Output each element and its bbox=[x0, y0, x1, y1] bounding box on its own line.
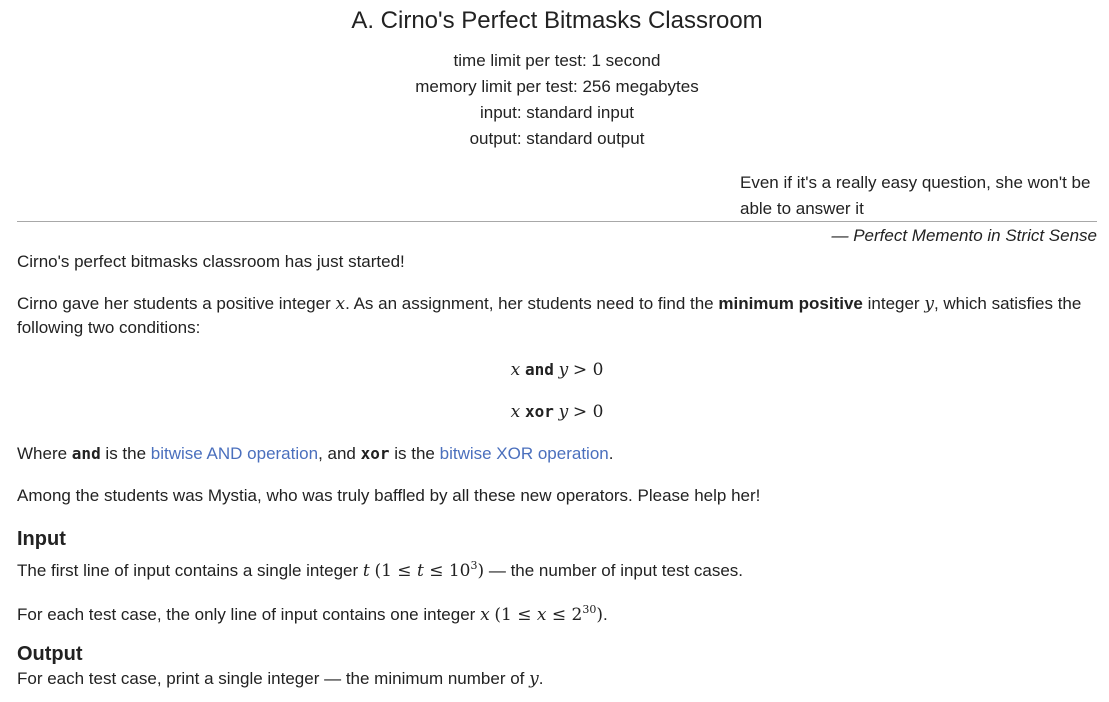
condition-and: x and y > 0 bbox=[510, 360, 604, 380]
statement-assignment: Cirno gave her students a positive integer x. As an assignment, her students need to find the minimum positive integer y, which satisfies the following two conditions: bbox=[17, 294, 1082, 337]
bitwise-and-link[interactable]: bitwise AND operation bbox=[150, 444, 319, 463]
problem-title: A. Cirno's Perfect Bitmasks Classroom bbox=[351, 7, 763, 34]
header-divider bbox=[17, 221, 1097, 222]
output-line-1: For each test case, print a single integer — the minimum number of y. bbox=[17, 669, 544, 689]
emphasis-minimum-positive: minimum positive bbox=[718, 294, 863, 313]
output-spec: output: standard output bbox=[469, 129, 645, 148]
input-spec: input: standard input bbox=[479, 103, 635, 122]
output-heading: Output bbox=[17, 643, 83, 665]
var-x: x bbox=[335, 294, 346, 314]
condition-xor: x xor y > 0 bbox=[510, 402, 604, 422]
bitwise-xor-link[interactable]: bitwise XOR operation bbox=[439, 444, 609, 463]
memory-limit: memory limit per test: 256 megabytes bbox=[415, 77, 699, 96]
time-limit: time limit per test: 1 second bbox=[453, 51, 661, 70]
input-line-1: The first line of input contains a single integer t $(1 \le t \le 10^3)$ — the number of input test cases. bbox=[17, 559, 744, 581]
epigraph-source: — Perfect Memento in Strict Sense bbox=[831, 226, 1097, 245]
var-y: y bbox=[924, 294, 934, 314]
problem-limits bbox=[17, 48, 1097, 152]
input-heading: Input bbox=[17, 528, 66, 550]
epigraph-quote: Even if it's a really easy question, she won't be able to answer it bbox=[740, 173, 1091, 218]
statement-intro: Cirno's perfect bitmasks classroom has just started! bbox=[17, 252, 405, 271]
statement-operators: Where and is the bitwise AND operation, and xor is the bitwise XOR operation. bbox=[17, 444, 614, 463]
input-line-2: For each test case, the only line of input contains one integer x $(1 \le x \le 2^{30})$. bbox=[17, 603, 608, 625]
statement-mystia: Among the students was Mystia, who was truly baffled by all these new operators. Please help her! bbox=[17, 486, 761, 505]
